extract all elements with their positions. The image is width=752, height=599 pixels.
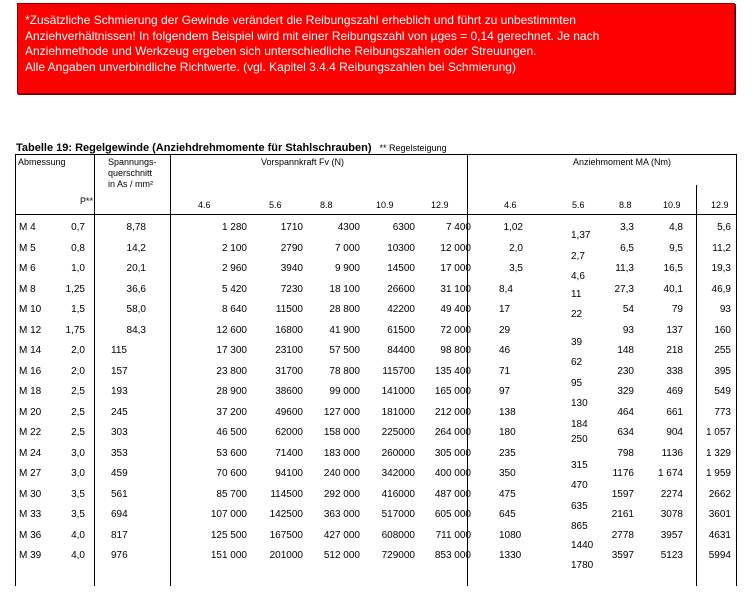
header-moment-class: 5.6	[572, 200, 585, 210]
row-force-value: 17 300	[216, 345, 247, 356]
row-force-value: 85 700	[216, 489, 247, 500]
row-moment-value: 1176	[612, 468, 634, 479]
row-dimension: M 30	[19, 489, 42, 500]
row-dimension: M 10	[19, 304, 42, 315]
row-force-value: 31 100	[440, 284, 471, 295]
row-force-value: 711 000	[435, 530, 471, 541]
row-moment-value: 62	[571, 357, 583, 368]
row-force-value: 23 800	[216, 366, 247, 377]
row-force-value: 53 600	[216, 448, 247, 459]
row-pitch: 3,0	[71, 448, 85, 459]
header-bottom-line	[15, 214, 737, 215]
row-dimension: M 14	[19, 345, 42, 356]
row-pitch: 4,0	[71, 530, 85, 541]
row-moment-value: 865	[571, 521, 588, 532]
row-force-value: 201000	[269, 550, 303, 561]
row-force-value: 10300	[387, 243, 415, 254]
row-pitch: 0,8	[71, 243, 85, 254]
row-force-value: 729000	[381, 550, 415, 561]
row-moment-value: 3957	[660, 530, 683, 541]
row-force-value: 38600	[275, 386, 303, 397]
row-stress-area: 115	[111, 345, 127, 356]
row-force-value: 12 000	[440, 243, 471, 254]
row-force-value: 49 400	[440, 304, 471, 315]
row-force-value: 84400	[387, 345, 415, 356]
header-anziehmoment: Anziehmoment MA (Nm)	[573, 157, 672, 167]
row-pitch: 2,0	[71, 345, 85, 356]
row-force-value: 70 600	[216, 468, 247, 479]
row-stress-area: 36,6	[126, 284, 146, 295]
row-moment-value: 230	[617, 366, 634, 377]
row-force-value: 2 100	[221, 243, 247, 254]
row-moment-value: 4,8	[669, 222, 683, 233]
row-force-value: 17 000	[440, 263, 471, 274]
row-moment-value: 79	[671, 304, 683, 315]
row-force-value: 212 000	[434, 407, 471, 418]
row-moment-value: 97	[499, 386, 511, 397]
row-moment-value: 5994	[708, 550, 731, 561]
header-spannung-1: Spannungs-	[108, 157, 157, 167]
header-vorspannkraft: Vorspannkraft Fv (N)	[261, 157, 345, 167]
row-force-value: 37 200	[216, 407, 247, 418]
header-moment-class: 4.6	[504, 200, 517, 210]
row-moment-value: 180	[499, 427, 516, 438]
row-moment-value: 6,5	[620, 243, 634, 254]
table-top-line	[15, 154, 737, 155]
row-force-value: 16800	[275, 325, 303, 336]
row-moment-value: 4631	[708, 530, 731, 541]
row-stress-area: 14,2	[126, 243, 146, 254]
row-dimension: M 24	[19, 448, 42, 459]
row-moment-value: 4,6	[571, 271, 585, 282]
col-divider-as	[170, 154, 171, 586]
warning-line-3: Anziehmethode und Werkzeug ergeben sich unterschiedliche Reibungszahlen oder Streuungen.	[25, 44, 537, 58]
col-divider-moment	[696, 185, 697, 586]
row-stress-area: 817	[111, 530, 128, 541]
row-force-value: 42200	[387, 304, 415, 315]
row-moment-value: 39	[571, 337, 583, 348]
row-moment-value: 93	[622, 325, 634, 336]
warning-line-2: Anziehverhältnissen! In folgendem Beispiel wird mit einer Reibungszahl von µges = 0,14 gerechnet. Je nach	[25, 29, 600, 43]
row-moment-value: 338	[666, 366, 683, 377]
row-force-value: 167500	[269, 530, 303, 541]
row-stress-area: 58,0	[126, 304, 146, 315]
row-moment-value: 11	[571, 289, 582, 300]
row-force-value: 49600	[275, 407, 303, 418]
row-force-value: 28 800	[329, 304, 360, 315]
warning-line-1: *Zusätzliche Schmierung der Gewinde verändert die Reibungszahl erheblich und führt zu unbestimmten	[25, 13, 576, 27]
row-force-value: 141000	[381, 386, 415, 397]
row-moment-value: 54	[622, 304, 634, 315]
row-force-value: 57 500	[329, 345, 360, 356]
row-stress-area: 976	[111, 550, 128, 561]
row-force-value: 62000	[275, 427, 303, 438]
row-force-value: 416000	[381, 489, 415, 500]
row-moment-value: 29	[499, 325, 511, 336]
row-pitch: 1,75	[65, 325, 85, 336]
row-force-value: 78 800	[329, 366, 360, 377]
row-moment-value: 634	[617, 427, 634, 438]
row-stress-area: 157	[111, 366, 128, 377]
header-spannung-3: in As / mm²	[108, 179, 154, 189]
row-force-value: 125 500	[210, 530, 247, 541]
row-moment-value: 2,7	[571, 251, 585, 262]
row-moment-value: 5123	[660, 550, 683, 561]
row-moment-value: 2274	[660, 489, 683, 500]
row-moment-value: 130	[571, 398, 588, 409]
row-moment-value: 9,5	[669, 243, 683, 254]
row-moment-value: 464	[617, 407, 634, 418]
row-pitch: 2,5	[71, 407, 85, 418]
row-force-value: 260000	[381, 448, 415, 459]
row-force-value: 28 900	[216, 386, 247, 397]
row-moment-value: 1 057	[705, 427, 731, 438]
row-dimension: M 20	[19, 407, 42, 418]
row-force-value: 94100	[275, 468, 303, 479]
row-moment-value: 19,3	[711, 263, 731, 274]
row-force-value: 305 000	[434, 448, 471, 459]
row-force-value: 517000	[381, 509, 415, 520]
row-moment-value: 1,02	[503, 222, 523, 233]
row-force-value: 6300	[392, 222, 415, 233]
row-force-value: 181000	[381, 407, 415, 418]
row-moment-value: 5,6	[717, 222, 731, 233]
header-force-class: 10.9	[376, 200, 394, 210]
row-pitch: 2,0	[71, 366, 85, 377]
row-force-value: 264 000	[434, 427, 471, 438]
table-title-note: ** Regelsteigung	[379, 143, 447, 153]
row-force-value: 72 000	[440, 325, 471, 336]
row-moment-value: 1 959	[705, 468, 731, 479]
row-stress-area: 245	[111, 407, 128, 418]
row-force-value: 11500	[275, 304, 303, 315]
row-stress-area: 694	[111, 509, 128, 520]
row-dimension: M 39	[19, 550, 42, 561]
row-pitch: 1,25	[65, 284, 85, 295]
row-dimension: M 33	[19, 509, 42, 520]
row-force-value: 183 000	[323, 448, 360, 459]
row-force-value: 135 400	[434, 366, 471, 377]
row-force-value: 165 000	[434, 386, 471, 397]
col-divider-p	[94, 154, 95, 586]
row-moment-value: 773	[714, 407, 731, 418]
row-force-value: 31700	[275, 366, 303, 377]
row-stress-area: 20,1	[126, 263, 146, 274]
row-force-value: 292 000	[323, 489, 360, 500]
row-force-value: 240 000	[323, 468, 360, 479]
row-pitch: 1,5	[71, 304, 85, 315]
row-force-value: 4300	[337, 222, 360, 233]
row-force-value: 608000	[381, 530, 415, 541]
row-pitch: 3,0	[71, 468, 85, 479]
row-moment-value: 1 329	[705, 448, 731, 459]
row-moment-value: 475	[499, 489, 516, 500]
row-force-value: 400 000	[434, 468, 471, 479]
row-force-value: 2790	[280, 243, 303, 254]
row-moment-value: 11,3	[615, 263, 634, 274]
header-force-class: 12.9	[431, 200, 449, 210]
header-moment-class: 8.8	[619, 200, 632, 210]
row-moment-value: 17	[499, 304, 511, 315]
row-pitch: 3,5	[71, 509, 85, 520]
row-force-value: 26600	[387, 284, 415, 295]
row-dimension: M 36	[19, 530, 42, 541]
row-force-value: 7 000	[334, 243, 360, 254]
row-moment-value: 1136	[661, 448, 683, 459]
row-moment-value: 2662	[708, 489, 731, 500]
row-dimension: M 5	[19, 243, 36, 254]
table-left-line	[15, 154, 16, 586]
row-moment-value: 329	[617, 386, 634, 397]
row-force-value: 605 000	[434, 509, 471, 520]
row-moment-value: 2,0	[509, 243, 523, 254]
row-moment-value: 2161	[611, 509, 634, 520]
row-force-value: 41 900	[329, 325, 360, 336]
row-force-value: 12 600	[216, 325, 247, 336]
row-moment-value: 16,5	[663, 263, 683, 274]
row-moment-value: 904	[666, 427, 683, 438]
row-force-value: 2 960	[221, 263, 247, 274]
row-moment-value: 635	[571, 501, 588, 512]
row-moment-value: 22	[571, 309, 583, 320]
row-force-value: 98 800	[440, 345, 471, 356]
row-pitch: 4,0	[71, 550, 85, 561]
row-moment-value: 3,3	[620, 222, 634, 233]
row-moment-value: 1597	[611, 489, 634, 500]
row-force-value: 107 000	[210, 509, 247, 520]
row-pitch: 1,0	[71, 263, 85, 274]
row-moment-value: 27,3	[614, 284, 634, 295]
row-pitch: 0,7	[71, 222, 85, 233]
row-dimension: M 4	[19, 222, 36, 233]
row-force-value: 3940	[280, 263, 303, 274]
row-moment-value: 148	[617, 345, 634, 356]
row-pitch: 2,5	[71, 386, 85, 397]
row-moment-value: 95	[571, 378, 583, 389]
row-moment-value: 395	[714, 366, 731, 377]
header-force-class: 8.8	[320, 200, 333, 210]
row-force-value: 342000	[381, 468, 415, 479]
row-force-value: 115700	[382, 366, 415, 377]
row-force-value: 71400	[275, 448, 303, 459]
row-moment-value: 469	[666, 386, 683, 397]
row-moment-value: 549	[714, 386, 731, 397]
row-moment-value: 1080	[499, 530, 522, 541]
row-moment-value: 46	[499, 345, 511, 356]
row-force-value: 142500	[269, 509, 303, 520]
row-moment-value: 2778	[611, 530, 634, 541]
row-force-value: 46 500	[216, 427, 247, 438]
row-force-value: 14500	[387, 263, 415, 274]
row-moment-value: 137	[666, 325, 683, 336]
row-force-value: 99 000	[329, 386, 360, 397]
row-force-value: 114500	[270, 489, 303, 500]
header-moment-class: 12.9	[711, 200, 729, 210]
row-moment-value: 1330	[499, 550, 522, 561]
row-moment-value: 255	[714, 345, 731, 356]
row-moment-value: 3,5	[509, 263, 523, 274]
row-force-value: 61500	[387, 325, 415, 336]
row-moment-value: 93	[719, 304, 731, 315]
row-dimension: M 6	[19, 263, 36, 274]
row-pitch: 3,5	[71, 489, 85, 500]
row-force-value: 151 000	[210, 550, 247, 561]
row-dimension: M 22	[19, 427, 42, 438]
header-moment-class: 10.9	[663, 200, 681, 210]
row-stress-area: 303	[111, 427, 128, 438]
row-moment-value: 3078	[660, 509, 683, 520]
row-force-value: 158 000	[323, 427, 360, 438]
row-moment-value: 250	[571, 434, 588, 445]
row-stress-area: 84,3	[126, 325, 146, 336]
row-force-value: 23100	[275, 345, 303, 356]
row-moment-value: 184	[571, 419, 588, 430]
row-dimension: M 18	[19, 386, 42, 397]
row-moment-value: 661	[666, 407, 683, 418]
header-p: P**	[80, 196, 94, 206]
row-moment-value: 8,4	[499, 284, 513, 295]
row-force-value: 9 900	[334, 263, 360, 274]
warning-box	[17, 3, 735, 94]
row-force-value: 487 000	[434, 489, 471, 500]
row-moment-value: 218	[666, 345, 683, 356]
header-spannung-2: querschnitt	[108, 168, 153, 178]
row-force-value: 7230	[280, 284, 303, 295]
row-stress-area: 353	[111, 448, 128, 459]
row-force-value: 363 000	[323, 509, 360, 520]
row-force-value: 853 000	[434, 550, 471, 561]
torque-table	[15, 154, 737, 586]
header-force-class: 5.6	[269, 200, 282, 210]
row-dimension: M 8	[19, 284, 36, 295]
row-moment-value: 3601	[708, 509, 731, 520]
table-right-line	[736, 154, 737, 586]
row-moment-value: 1780	[571, 560, 594, 571]
header-abmessung: Abmessung	[18, 157, 66, 167]
row-stress-area: 8,78	[126, 222, 146, 233]
row-force-value: 5 420	[221, 284, 247, 295]
row-stress-area: 193	[111, 386, 128, 397]
row-force-value: 512 000	[323, 550, 360, 561]
row-moment-value: 350	[499, 468, 516, 479]
row-moment-value: 3597	[611, 550, 634, 561]
row-force-value: 427 000	[323, 530, 360, 541]
row-force-value: 225000	[381, 427, 415, 438]
row-dimension: M 16	[19, 366, 42, 377]
warning-line-4: Alle Angaben unverbindliche Richtwerte. (vgl. Kapitel 3.4.4 Reibungszahlen bei Schmierung)	[25, 60, 516, 74]
row-dimension: M 27	[19, 468, 42, 479]
row-force-value: 1 280	[221, 222, 247, 233]
row-moment-value: 1,37	[571, 230, 591, 241]
row-force-value: 1710	[280, 222, 303, 233]
row-moment-value: 235	[499, 448, 516, 459]
header-force-class: 4.6	[198, 200, 211, 210]
row-moment-value: 46,9	[711, 284, 731, 295]
row-force-value: 127 000	[323, 407, 360, 418]
table-title-text: Tabelle 19: Regelgewinde (Anziehdrehmomente für Stahlschrauben)	[16, 142, 372, 154]
row-moment-value: 40,1	[663, 284, 683, 295]
row-moment-value: 160	[714, 325, 731, 336]
row-dimension: M 12	[19, 325, 42, 336]
row-force-value: 8 640	[221, 304, 247, 315]
row-pitch: 2,5	[71, 427, 85, 438]
row-moment-value: 1440	[571, 540, 594, 551]
row-moment-value: 315	[571, 460, 588, 471]
row-moment-value: 1 674	[657, 468, 683, 479]
row-force-value: 18 100	[329, 284, 360, 295]
row-moment-value: 138	[499, 407, 516, 418]
row-moment-value: 645	[499, 509, 516, 520]
row-stress-area: 561	[111, 489, 128, 500]
row-moment-value: 71	[499, 366, 511, 377]
row-stress-area: 459	[111, 468, 128, 479]
row-force-value: 7 400	[445, 222, 471, 233]
row-moment-value: 798	[617, 448, 634, 459]
row-moment-value: 11,2	[712, 243, 731, 254]
row-moment-value: 470	[571, 480, 588, 491]
